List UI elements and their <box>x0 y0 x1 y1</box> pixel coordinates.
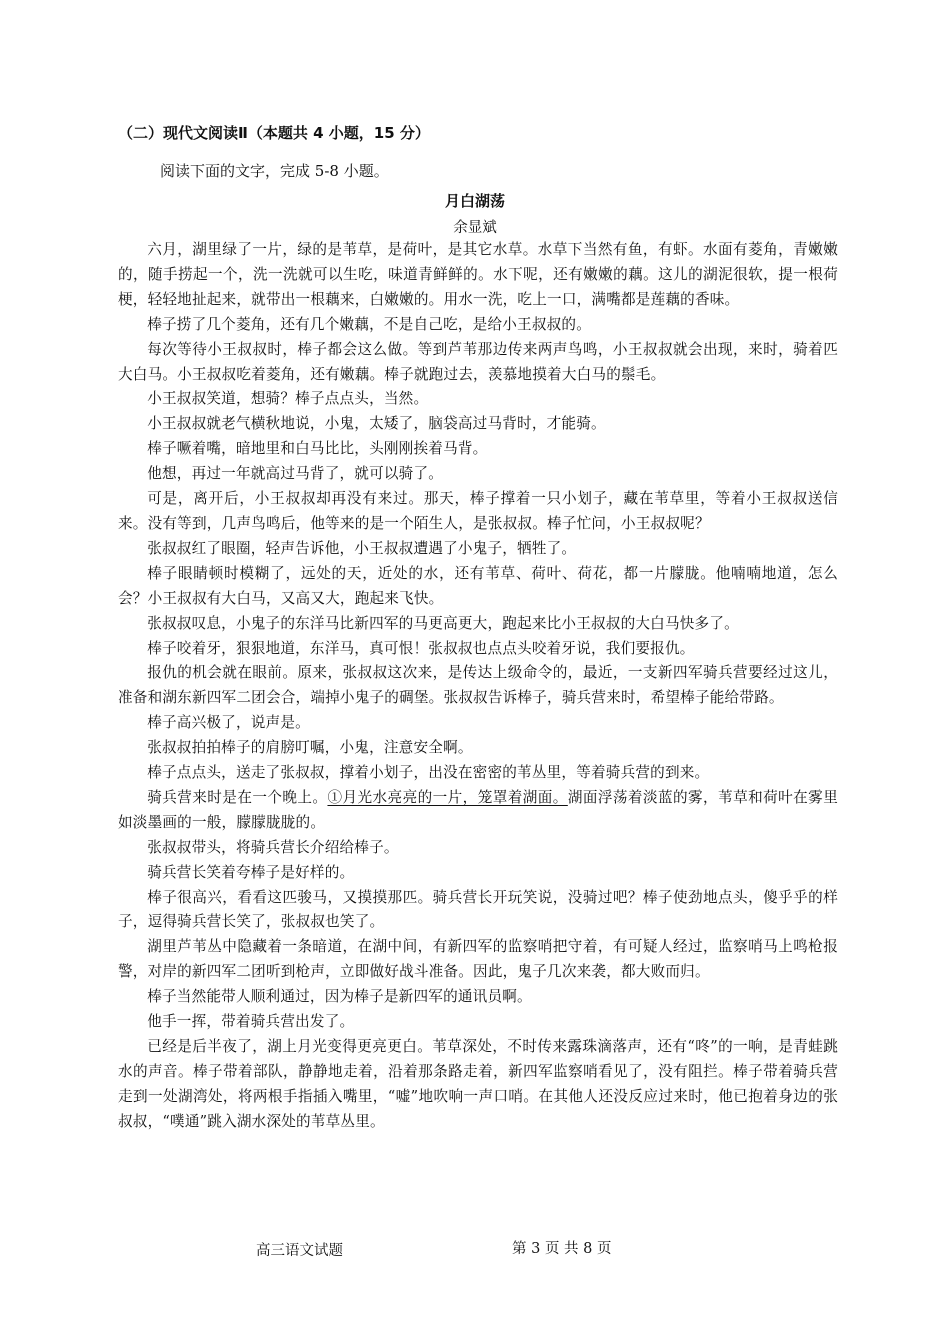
paragraph: 已经是后半夜了，湖上月光变得更亮更白。苇草深处，不时传来露珠滴落声，还有“咚”的一响，是青蛙跳水的声音。棒子带着部队，静静地走着，沿着那条路走着，新四军监察哨看见了，没有阻拦。棒子带着骑兵营走到一处湖湾处，将两根手指插入嘴里，“嘘”地吹响一声口哨。在其他人还没反应过来时，他已抱着身边的张叔叔，“噗通”跳入湖水深处的苇草丛里。 <box>118 1038 838 1130</box>
paragraph: 骑兵营长笑着夸棒子是好样的。 <box>147 863 355 881</box>
paragraph: 棒子眼睛顿时模糊了，远处的天，近处的水，还有苇草、荷叶、荷花，都一片朦胧。他喃喃地道，怎么会？小王叔叔有大白马，又高又大，跑起来飞快。 <box>118 564 838 607</box>
paragraph: 小王叔叔就老气横秋地说，小鬼，太矮了，脑袋高过马背时，才能骑。 <box>147 415 606 433</box>
story-title: 月白湖荡 <box>444 192 505 210</box>
paragraph: 他手一挥，带着骑兵营出发了。 <box>147 1013 355 1031</box>
section-title: （二）现代文阅读Ⅱ（本题共 4 小题，15 分） <box>118 124 430 142</box>
underlined-sentence-1: ①月光水亮亮的一片，笼罩着湖面。 <box>327 788 568 806</box>
paragraph: 棒子捞了几个菱角，还有几个嫩藕，不是自己吃，是给小王叔叔的。 <box>147 315 592 333</box>
paragraph: 他想，再过一年就高过马背了，就可以骑了。 <box>147 465 444 483</box>
story-author: 余显斌 <box>453 220 497 236</box>
paragraph: 棒子点点头，送走了张叔叔，撑着小划子，出没在密密的苇丛里，等着骑兵营的到来。 <box>147 764 710 782</box>
paragraph-text: 湖面浮荡着淡蓝的雾，苇草和荷叶在雾里如淡墨画的一般，朦朦胧胧的。 <box>118 788 839 831</box>
paragraph: 张叔叔叹息，小鬼子的东洋马比新四军的马更高更大，跑起来比小王叔叔的大白马快多了。 <box>147 614 739 632</box>
paragraph: 张叔叔拍拍棒子的肩膀叮嘱，小鬼，注意安全啊。 <box>147 739 473 757</box>
paragraph: 棒子咬着牙，狠狠地道，东洋马，真可恨！张叔叔也点点头咬着牙说，我们要报仇。 <box>147 639 695 657</box>
paragraph: 报仇的机会就在眼前。原来，张叔叔这次来，是传达上级命令的，最近，一支新四军骑兵营要经过这儿，准备和湖东新四军二团会合，端掉小鬼子的碉堡。张叔叔告诉棒子，骑兵营来时，希望棒子能给带路。 <box>118 664 838 707</box>
paragraph-underlined <box>118 786 838 836</box>
paragraph: 棒子很高兴，看看这匹骏马，又摸摸那匹。骑兵营长开玩笑说，没骑过吧？棒子使劲地点头，傻乎乎的样子，逗得骑兵营长笑了，张叔叔也笑了。 <box>118 888 838 931</box>
paragraph: 可是，离开后，小王叔叔却再没有来过。那天，棒子撑着一只小划子，藏在苇草里，等着小王叔叔送信来。没有等到，几声鸟鸣后，他等来的是一个陌生人，是张叔叔。棒子忙问，小王叔叔呢？ <box>118 490 838 532</box>
paragraph: 张叔叔带头，将骑兵营长介绍给棒子。 <box>147 838 399 856</box>
paragraph-text: 骑兵营来时是在一个晚上。 <box>147 788 328 806</box>
paragraph: 棒子噘着嘴，暗地里和白马比比，头刚刚挨着马背。 <box>147 440 488 458</box>
paragraph: 每次等待小王叔叔时，棒子都会这么做。等到芦苇那边传来两声鸟鸣，小王叔叔就会出现，来时，骑着匹大白马。小王叔叔吃着菱角，还有嫩藕。棒子就跑过去，羡慕地摸着大白马的鬃毛。 <box>118 340 838 383</box>
paragraph: 张叔叔红了眼圈，轻声告诉他，小王叔叔遭遇了小鬼子，牺牲了。 <box>147 539 577 557</box>
paragraph: 湖里芦苇丛中隐藏着一条暗道，在湖中间，有新四军的监察哨把守着，有可疑人经过，监察哨马上鸣枪报警，对岸的新四军二团听到枪声，立即做好战斗准备。因此，鬼子几次来袭，都大败而归。 <box>118 938 838 981</box>
story-body <box>118 238 838 1135</box>
paragraph: 棒子高兴极了，说声是。 <box>147 714 310 732</box>
paragraph: 六月，湖里绿了一片，绿的是苇草，是荷叶，是其它水草。水草下当然有鱼，有虾。水面有菱角，青嫩嫩的，随手捞起一个，洗一洗就可以生吃，味道青鲜鲜的。水下呢，还有嫩嫩的藕。这儿的湖泥很软，提一根荷梗，轻轻地扯起来，就带出一根藕来，白嫩嫩的。用水一洗，吃上一口，满嘴都是莲藕的香味。 <box>118 241 838 308</box>
paragraph: 棒子当然能带人顺利通过，因为棒子是新四军的通讯员啊。 <box>147 988 532 1006</box>
footer-page-number: 第 3 页 共 8 页 <box>512 1241 612 1257</box>
paragraph: 小王叔叔笑道，想骑？棒子点点头，当然。 <box>147 390 429 408</box>
reading-instruction: 阅读下面的文字，完成 5-8 小题。 <box>160 162 389 180</box>
footer-subject: 高三语文试题 <box>256 1243 343 1259</box>
